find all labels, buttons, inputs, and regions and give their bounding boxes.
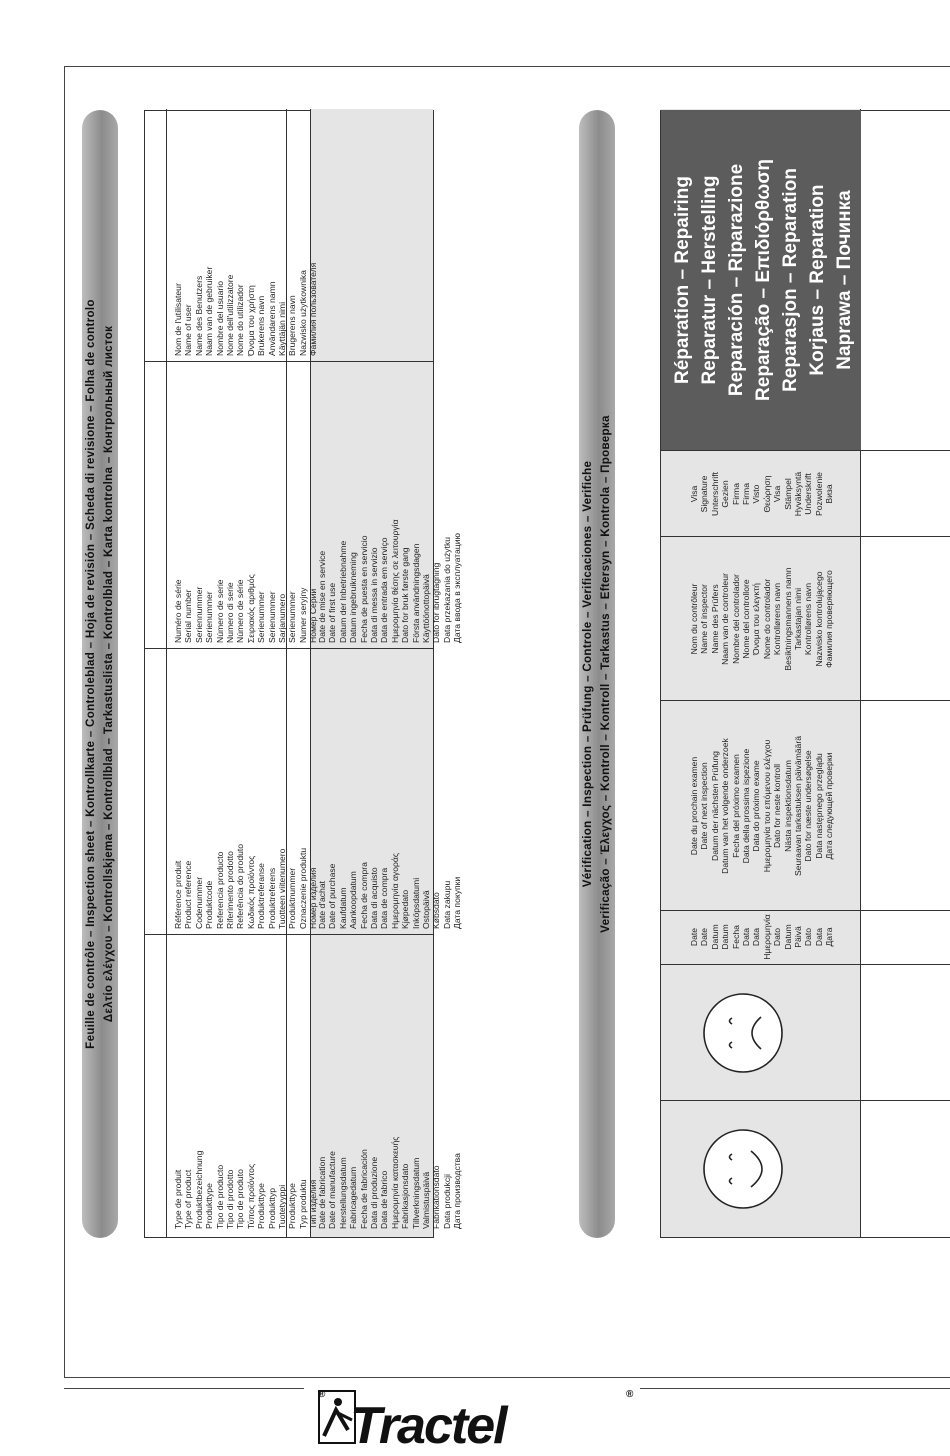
product-info-table <box>144 110 463 1238</box>
verif-date-list <box>689 913 834 961</box>
reg-mark-left: ® <box>318 1389 326 1400</box>
verif-date-item: Fecha <box>730 925 741 949</box>
manufacture-date-item: Fabricagedatum <box>348 1166 359 1229</box>
verif-date-item: Data <box>751 927 762 947</box>
purchase-date-item: Date d'achat <box>317 881 327 929</box>
user-name-item: Brugerens navn <box>287 295 298 356</box>
verif-inspector-item: Kontrollørens navn <box>803 582 814 656</box>
happy-face-icon <box>701 1127 785 1211</box>
serial-number-item: Número de série <box>235 579 246 643</box>
serial-number-item: Номер Серии <box>308 588 319 643</box>
manufacture-date-item: Дата производства <box>452 1153 463 1229</box>
user-name-item: Naam van de gebruiker <box>204 266 215 356</box>
purchase-date-item: Fecha de compra <box>358 862 369 929</box>
product-reference-list <box>173 844 318 929</box>
sad-face-icon <box>701 991 785 1075</box>
verif-inspector-item: Name des Prüfers <box>709 584 720 654</box>
serial-number-item: Numéro de série <box>173 579 183 643</box>
serial-number-item: Numero di serie <box>224 582 235 643</box>
verif-inspector-item: Tarkastajan nimi <box>792 587 803 651</box>
verif-col-6 <box>661 450 950 451</box>
verif-date-item: Date <box>689 927 699 947</box>
manufacture-date-item: Ημερομηνία κατασκευής <box>389 1136 400 1229</box>
verif-inspector-item: Nome do controlador <box>761 578 772 660</box>
repair-line-item: Reparatur – Herstelling <box>699 175 720 385</box>
manufacture-date-item: Fecha de fabricación <box>358 1149 369 1229</box>
repair-line-item: Reparasjon – Reparation <box>780 168 801 392</box>
verif-inspector-item: Besiktningsmannens namn <box>782 567 793 671</box>
verif-col-1 <box>661 1100 950 1101</box>
product-reference-item: Référence produit <box>173 860 183 929</box>
first-use-date-item: Dato for bruk første gang <box>400 547 411 643</box>
product-type-item: Тип изделия <box>308 1179 319 1229</box>
serial-number-item: Sarjanumero <box>276 593 287 643</box>
row1-blank <box>145 109 167 1237</box>
serial-number-item: Σειριακός αριθμός <box>245 574 256 643</box>
verif-date-item: Päivä <box>792 926 803 948</box>
bottom-rule-right <box>640 1388 950 1389</box>
product-type-item: Tipo di prodotto <box>224 1169 235 1229</box>
product-reference-item: Product reference <box>183 860 194 929</box>
row4-labels <box>311 109 433 1237</box>
user-name-item: Name of user <box>183 304 194 356</box>
manufacture-date-item: Data produkcji <box>441 1174 452 1229</box>
verif-signature-item: Visto <box>751 484 762 504</box>
product-reference-item: Tuotteen viitenumero <box>276 848 287 929</box>
product-type-item: Produktbezeichnung <box>193 1150 204 1229</box>
col-divider-3 <box>145 361 433 362</box>
product-reference-item: Номер изделия <box>308 867 319 929</box>
verification-title-line2: Verificação – Έλεγχος – Kontroll – Kontroll – Tarkastus – Eftersyn – Kontrola – Проверка <box>599 415 612 933</box>
verif-inspector-item: Name of inspector <box>699 584 710 654</box>
purchase-date-item: Дата покупки <box>452 876 463 929</box>
first-use-date-item: Data przekazania do użytku <box>441 536 452 643</box>
verif-next-exam-item: Datum der nächsten Prüfung <box>709 751 720 861</box>
verif-date-item: Ημερομηνία <box>761 914 772 960</box>
purchase-date-item: Aankoopdatum <box>348 871 359 929</box>
serial-number-item: Número de serie <box>214 579 225 643</box>
verif-col-4 <box>661 700 950 701</box>
product-reference-item: Κωδικός προϊόντος <box>245 855 256 929</box>
rotated-sheet <box>64 68 950 1280</box>
manufacture-date-item: Fabrikationsdato <box>431 1165 442 1229</box>
product-type-item: Produkttype <box>287 1183 298 1229</box>
serial-number-list <box>173 574 318 643</box>
purchase-date-item: Data di acquisto <box>368 867 379 929</box>
repair-line-item: Reparación – Riparazione <box>726 163 747 397</box>
repair-line-item: Réparation – Repairing <box>672 176 693 384</box>
verification-table <box>660 110 950 1238</box>
purchase-date-item: Date of purchase <box>327 863 338 929</box>
user-name-item: Nome dell'utilizzatore <box>224 274 235 356</box>
manufacture-date-item: Date de fabrication <box>317 1156 327 1229</box>
verif-signature-item: Hyväksyntä <box>792 471 803 517</box>
verif-inspector-item: Nome del controllore <box>740 579 751 659</box>
col-divider-2 <box>145 648 433 649</box>
bottom-rule-left <box>64 1388 304 1389</box>
purchase-date-item: Inköpsdatumi <box>410 877 421 929</box>
verif-date-item: Dato <box>803 927 814 947</box>
serial-number-item: Serienummer <box>256 591 267 643</box>
repair-line-item: Korjaus – Reparation <box>807 184 828 376</box>
col-divider-1 <box>145 934 433 935</box>
verif-next-exam-item: Дата следующей проверки <box>824 752 835 860</box>
first-use-date-item: Fecha de puesta en servicio <box>358 535 369 643</box>
verif-next-exam-item: Datum van het volgende onderzoek <box>720 738 731 874</box>
first-use-date-item: Data de entrada em serviço <box>379 537 390 643</box>
product-type-item: Produkttype <box>204 1183 215 1229</box>
verif-date-item: Data <box>813 927 824 947</box>
header-title-line1: Feuille de contrôle – Inspection sheet – Kontrollkarte – Controleblad – Hoja de revisión – Scheda di revisione – Folha de controlo <box>84 299 97 1049</box>
verif-signature-item: Firma <box>740 483 751 505</box>
verif-next-exam-item: Dato for næste undersøgelse <box>803 750 814 862</box>
verif-next-exam-item: Data do próximo exame <box>751 760 762 852</box>
verif-date-item: Date <box>699 927 710 947</box>
verif-next-exam-item: Data della prossima ispezione <box>740 748 751 864</box>
product-reference-item: Produktreferanse <box>256 863 267 929</box>
verif-next-exam-item: Seuraavan tarkastuksen päivämäärä <box>792 736 803 876</box>
first-use-date-item: Datum ingebruikneming <box>348 552 359 643</box>
product-type-list <box>173 1151 318 1229</box>
user-name-item: Nombre del usuario <box>214 281 225 356</box>
verif-date-item: Datum <box>720 924 731 950</box>
manufacture-date-item: Valmistuspäivä <box>420 1171 431 1229</box>
product-type-item: Tipo de produto <box>235 1169 246 1229</box>
manufacture-date-item: Date of manufacture <box>327 1151 338 1229</box>
verif-signature-item: Visa <box>689 485 699 503</box>
serial-number-item: Numer seryjny <box>297 587 308 643</box>
first-use-date-item: Date de mise en service <box>317 550 327 643</box>
verif-signature-item: Pozwolenie <box>813 472 824 516</box>
manufacture-date-item: Tillverkningsdatum <box>410 1157 421 1229</box>
verification-title-line1: Vérification – Inspection – Prüfung – Controle – Verificaciones – Verifiche <box>581 460 594 888</box>
purchase-date-item: Data zakupu <box>441 880 452 929</box>
header-title-line2: Δελτίο ελέγχου – Kontrollskjema – Kontrollblad – Tarkastuslista – Kontrolblad – Karta kontrolna – Контрольный листок <box>102 325 115 1023</box>
purchase-date-item: Kjøpedato <box>400 889 411 929</box>
product-type-item: Typ produktu <box>297 1179 308 1229</box>
serial-number-item: Serienummer <box>287 591 298 643</box>
first-use-date-item: Dato for ibrugtagning <box>431 562 442 643</box>
product-reference-item: Oznaczenie produktu <box>297 847 308 929</box>
first-use-date-item: Första användningsdagen <box>410 543 421 643</box>
verif-inspector-item: Nom du contrôleur <box>689 583 699 655</box>
purchase-date-item: Købsdato <box>431 892 442 929</box>
first-use-date-item: Data di messa in servizio <box>368 547 379 643</box>
verif-next-exam-item: Date of next inspection <box>699 762 710 850</box>
repair-header <box>661 110 861 450</box>
verif-signature-item: Θεώρηση <box>761 475 772 513</box>
verif-next-exam-item: Ημερομηνία του επόμενου ελέγχου <box>761 739 772 873</box>
purchase-date-item: Kaufdatum <box>337 887 348 929</box>
user-name-item: Nome do utilizador <box>235 284 246 356</box>
tractel-wordmark: Tractel <box>350 1397 506 1455</box>
product-reference-item: Produktnummer <box>287 867 298 929</box>
verif-inspector-list <box>689 539 834 699</box>
repair-line-item: Naprawa – Починка <box>834 190 855 370</box>
product-reference-item: Riferimento prodotto <box>224 851 235 929</box>
manufacture-date-list <box>317 1137 462 1229</box>
user-name-list <box>173 263 318 356</box>
verif-next-exam-list <box>689 703 834 909</box>
product-reference-item: Referência do produto <box>235 843 246 929</box>
verif-signature-list <box>689 453 834 535</box>
verif-date-item: Datum <box>782 924 793 950</box>
reg-mark-right: ® <box>626 1389 634 1400</box>
manufacture-date-item: Herstellungsdatum <box>337 1157 348 1229</box>
first-use-date-item: Ημερομηνία θέσης σε λειτουργία <box>389 519 400 643</box>
user-name-item: Käyttäjän nimi <box>276 302 287 356</box>
verif-date-item: Datum <box>709 924 720 950</box>
user-name-item: Nom de l'utilisateur <box>173 283 183 356</box>
serial-number-item: Serienummer <box>266 591 277 643</box>
serial-number-item: Seriennummer <box>193 586 204 643</box>
user-name-item: Фамилия пользователя <box>308 262 319 356</box>
product-reference-item: Codenummer <box>193 876 204 929</box>
verif-col-5 <box>661 536 950 537</box>
verif-date-item: Dato <box>772 927 783 947</box>
verif-signature-item: Виза <box>824 484 835 504</box>
verif-signature-item: Gezien <box>720 480 731 508</box>
verif-signature-item: Signature <box>699 475 710 513</box>
user-name-item: Användarens namn <box>266 281 277 356</box>
purchase-date-item: Ostopäivä <box>420 890 431 929</box>
serial-number-item: Serienummer <box>204 591 215 643</box>
purchase-date-item: Data de compra <box>379 867 390 929</box>
verif-next-exam-item: Dato for neste kontroll <box>772 763 783 849</box>
product-type-item: Tipo de producto <box>214 1164 225 1229</box>
first-use-date-item: Date of first use <box>327 582 338 643</box>
verif-inspector-item: Naam van de controleur <box>720 573 731 665</box>
serial-number-item: Serial number <box>183 589 194 643</box>
product-type-item: Tuotetyyppi <box>276 1184 287 1229</box>
verif-next-exam-item: Nästa inspektionsdatum <box>782 760 793 852</box>
product-reference-item: Referencia producto <box>214 851 225 929</box>
verif-next-exam-item: Data następnego przeglądu <box>813 753 824 859</box>
product-type-item: Type de produit <box>173 1169 183 1229</box>
product-type-item: Produkttyp <box>266 1187 277 1229</box>
manufacture-date-item: Data di produzione <box>368 1156 379 1229</box>
first-use-date-item: Дата ввода в эксплуатацию <box>452 533 463 643</box>
verif-inspector-item: Kontrollørens navn <box>772 582 783 656</box>
verif-signature-item: Visa <box>772 485 783 503</box>
first-use-date-list <box>317 519 462 643</box>
verif-next-exam-item: Date du prochain examen <box>689 756 699 856</box>
verif-inspector-item: Όνομα του ελεγκτή <box>751 583 762 655</box>
user-name-item: Brukerens navn <box>256 295 267 356</box>
verif-inspector-item: Nazwisko kontrolującego <box>813 571 824 667</box>
first-use-date-item: Käyttöönottopäivä <box>420 574 431 643</box>
user-name-item: Nazwisko użytkownika <box>297 270 308 356</box>
product-type-item: Type of product <box>183 1169 194 1229</box>
purchase-date-list <box>317 853 462 929</box>
product-type-item: Produkttype <box>256 1183 267 1229</box>
verif-signature-item: Underskrift <box>803 473 814 515</box>
user-name-item: Name des Benutzers <box>193 275 204 356</box>
verif-inspector-item: Фамилия проверяющего <box>824 570 835 668</box>
purchase-date-item: Ημερομηνία αγοράς <box>389 853 400 929</box>
manufacture-date-item: Data de fabrico <box>379 1170 390 1229</box>
verif-date-item: Дата <box>824 927 835 947</box>
verif-col-2 <box>661 964 950 965</box>
user-name-item: Όνομα του χρήστη <box>245 285 256 356</box>
verif-next-exam-item: Fecha del próximo examen <box>730 754 741 858</box>
verif-signature-item: Stämpel <box>782 478 793 510</box>
product-type-item: Τύπος προϊόντος <box>245 1163 256 1229</box>
manufacture-date-item: Fabrikasjonsdato <box>400 1163 411 1229</box>
verif-inspector-item: Nombre del controlador <box>730 574 741 664</box>
first-use-date-item: Datum der Inbetriebnahme <box>337 540 348 643</box>
repair-line-item: Reparação – Επιδιόρθωση <box>753 159 774 401</box>
verif-col-3 <box>661 910 950 911</box>
product-reference-item: Produktreferens <box>266 867 277 929</box>
verif-signature-item: Unterschrift <box>709 472 720 516</box>
verif-signature-item: Firma <box>730 483 741 505</box>
verif-date-item: Data <box>740 927 751 947</box>
product-reference-item: Produktcode <box>204 880 215 929</box>
